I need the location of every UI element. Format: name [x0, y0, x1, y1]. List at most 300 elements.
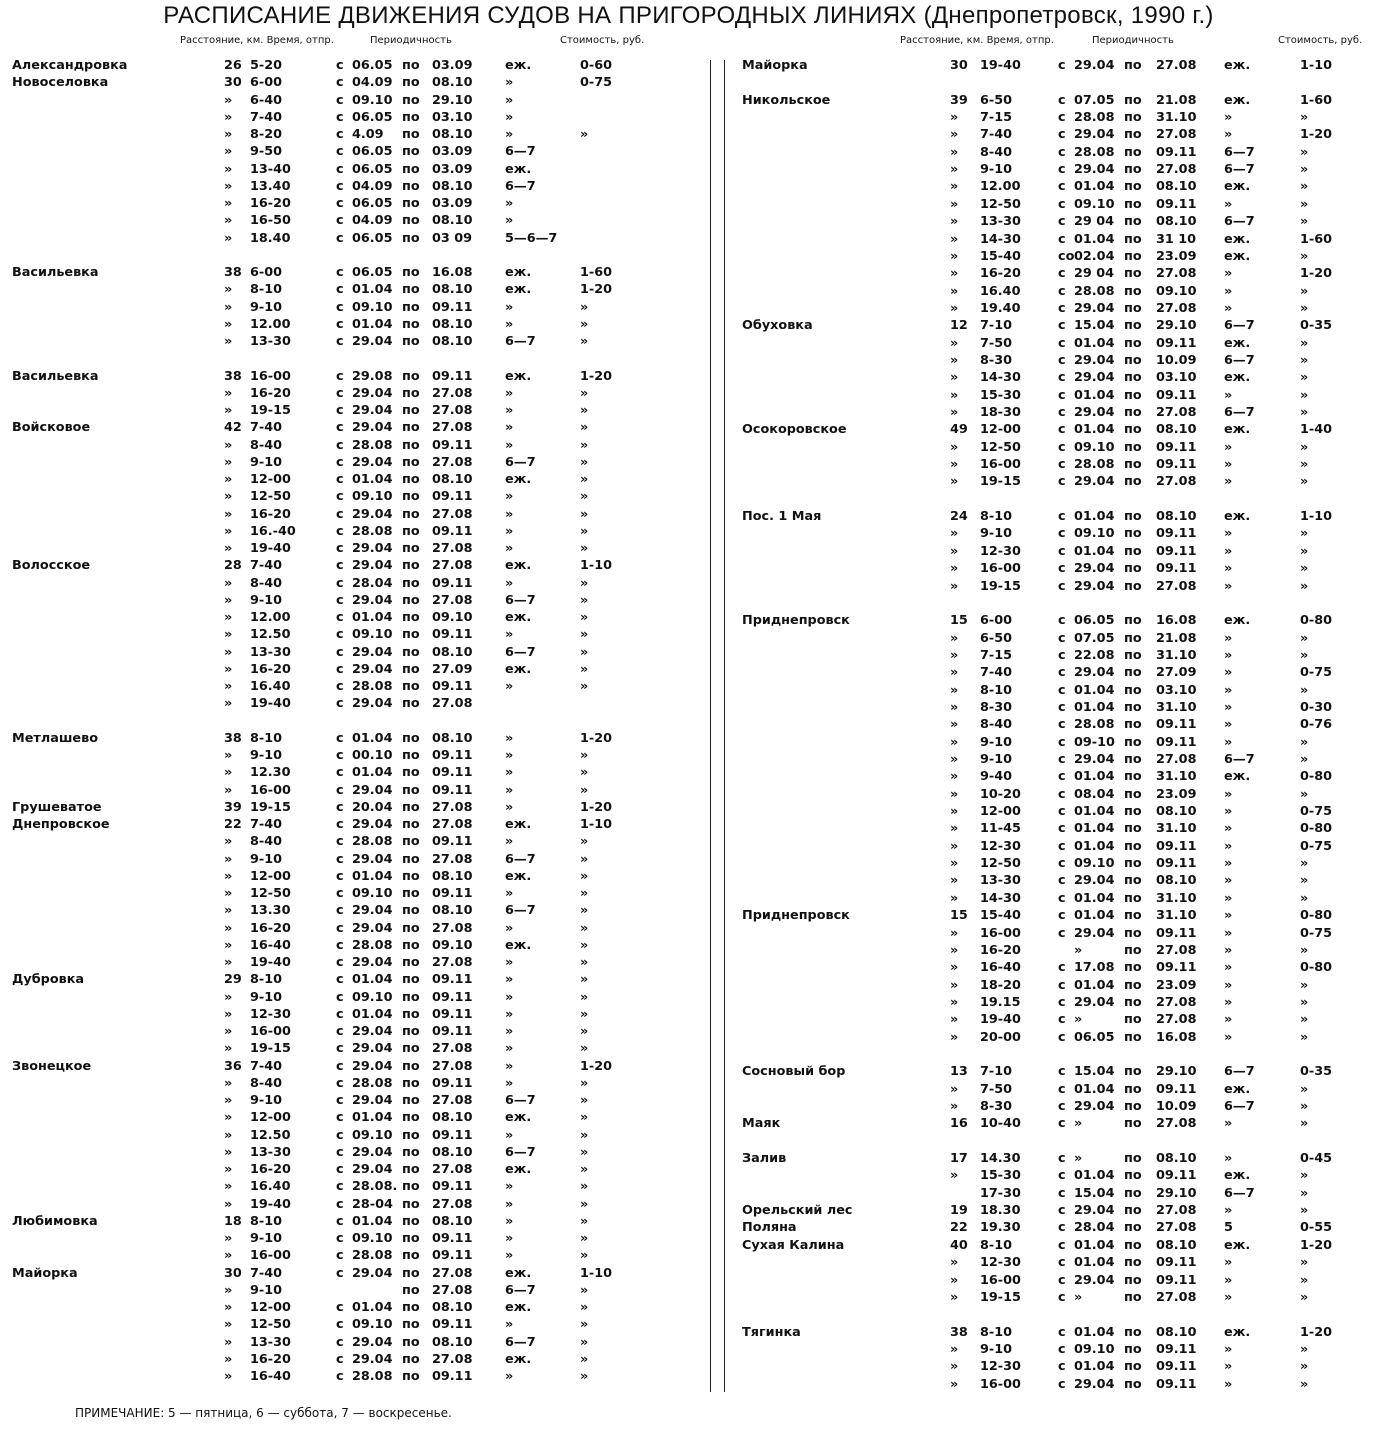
cell-from-date: 29.04: [352, 1093, 393, 1108]
cell-time: 8-40: [250, 834, 283, 850]
cell-to-prep: по: [1124, 717, 1142, 733]
cell-to-prep: по: [1124, 1081, 1142, 1097]
cell-pier: Новоселовка: [12, 75, 109, 91]
cell-from-prep: с: [336, 592, 344, 608]
cell-time: 16-40: [980, 960, 1021, 976]
cell-cost: »: [580, 748, 589, 763]
schedule-row: [728, 716, 1373, 733]
cell-distance: »: [224, 334, 233, 349]
cell-from-prep: с: [336, 765, 344, 781]
cell-cost: 1-10: [580, 558, 613, 574]
cell-periodicity: еж.: [505, 1351, 532, 1367]
schedule-row: [0, 1265, 700, 1282]
cell-distance: »: [224, 886, 233, 901]
cell-periodicity: »: [505, 955, 514, 970]
cell-distance: »: [224, 541, 233, 556]
cell-distance: »: [950, 682, 959, 698]
cell-cost: »: [1300, 283, 1309, 299]
cell-to-prep: по: [402, 1369, 420, 1384]
cell-time: 9-10: [980, 526, 1013, 542]
cell-cost: »: [580, 575, 589, 591]
cell-distance: »: [950, 769, 959, 785]
cell-periodicity: »: [505, 1058, 514, 1074]
cell-time: 9-10: [980, 162, 1013, 178]
cell-from-prep: с: [336, 282, 344, 298]
cell-to-date: 08.10: [432, 1334, 473, 1350]
cell-from-prep: с: [336, 454, 344, 470]
cell-time: 19.40: [980, 300, 1021, 316]
cell-periodicity: еж.: [505, 817, 532, 832]
cell-from-date: 29.04: [1074, 405, 1115, 420]
cell-distance: »: [224, 437, 233, 453]
cell-to-date: 09.11: [1156, 543, 1197, 559]
cell-distance: »: [950, 370, 959, 386]
cell-to-date: 09.11: [432, 1179, 473, 1195]
cell-periodicity: 6—7: [1224, 752, 1255, 767]
schedule-row: [0, 316, 700, 333]
cell-from-prep: с: [336, 679, 344, 694]
cell-periodicity: »: [1224, 439, 1233, 455]
cell-time: 8-30: [980, 352, 1013, 368]
schedule-row: [728, 456, 1373, 473]
cell-to-date: 08.10: [432, 127, 473, 142]
cell-from-date: 06.05: [1074, 613, 1115, 629]
schedule-row: [728, 820, 1373, 837]
cell-to-date: 31.10: [1156, 821, 1197, 837]
cell-time: 12-00: [250, 1300, 291, 1315]
cell-periodicity: еж.: [1224, 769, 1251, 785]
cell-to-prep: по: [402, 1144, 420, 1160]
cell-time: 16-40: [250, 1369, 291, 1384]
cell-from-prep: с: [1058, 1081, 1066, 1097]
cell-from-date: 09.10: [1074, 526, 1115, 542]
cell-pier: Орельский лес: [742, 1203, 853, 1219]
cell-to-prep: по: [402, 799, 420, 815]
cell-periodicity: »: [1224, 994, 1233, 1010]
cell-distance: »: [950, 994, 959, 1010]
cell-to-prep: по: [1124, 543, 1142, 559]
cell-distance: »: [950, 387, 959, 403]
cell-cost: 1-20: [580, 282, 613, 298]
cell-to-date: 08.10: [432, 1300, 473, 1315]
schedule-row: [728, 647, 1373, 664]
cell-from-date: 29.04: [1074, 58, 1115, 73]
cell-distance: »: [224, 109, 233, 125]
cell-time: 15-40: [980, 908, 1021, 924]
cell-to-date: 09.10: [1156, 283, 1197, 299]
cell-time: 17-30: [980, 1185, 1021, 1201]
schedule-row: [0, 730, 700, 747]
cell-periodicity: 6—7: [505, 178, 536, 194]
schedule-row: [728, 1150, 1373, 1167]
cell-to-date: 09.11: [1156, 838, 1197, 854]
cell-pier: Никольское: [742, 92, 831, 108]
cell-distance: »: [224, 610, 233, 625]
cell-periodicity: »: [505, 385, 514, 401]
cell-distance: »: [950, 1081, 959, 1097]
cell-to-date: 31.10: [1156, 890, 1197, 906]
cell-to-date: 27.08: [432, 385, 473, 401]
cell-distance: »: [224, 144, 233, 160]
cell-from-date: 29.04: [352, 817, 393, 832]
cell-to-date: 27.08: [1156, 942, 1197, 958]
cell-time: 15-40: [980, 248, 1021, 264]
cell-to-prep: по: [1124, 405, 1142, 420]
schedule-row: [728, 872, 1373, 889]
cell-periodicity: »: [505, 627, 514, 643]
cell-time: 16-00: [250, 1024, 291, 1039]
cell-from-date: 09.10: [352, 1127, 393, 1143]
schedule-row: [0, 161, 700, 178]
cell-distance: »: [224, 385, 233, 401]
cell-time: 6-40: [250, 92, 283, 108]
cell-to-date: 09.11: [432, 299, 473, 315]
cell-time: 13-30: [980, 214, 1021, 230]
cell-to-prep: по: [1124, 1203, 1142, 1219]
schedule-row: [728, 161, 1373, 178]
cell-cost: »: [1300, 387, 1309, 403]
cell-time: 6-50: [980, 630, 1013, 646]
cell-distance: »: [224, 1334, 233, 1350]
cell-time: 19-15: [980, 1289, 1021, 1305]
cell-to-date: 09.11: [1156, 734, 1197, 750]
cell-time: 19-40: [250, 1196, 291, 1212]
cell-cost: »: [1300, 335, 1309, 351]
cell-periodicity: еж.: [1224, 1324, 1251, 1340]
cell-to-prep: по: [1124, 994, 1142, 1010]
cell-from-date: 04.09: [352, 213, 393, 229]
schedule-row: [0, 1040, 700, 1057]
cell-to-prep: по: [1124, 1029, 1142, 1045]
cell-to-prep: по: [402, 748, 420, 763]
cell-distance: 30: [224, 75, 242, 91]
cell-to-date: 09.11: [432, 437, 473, 453]
cell-from-prep: с: [336, 506, 344, 522]
cell-to-prep: по: [1124, 908, 1142, 924]
cell-from-date: 29.04: [1074, 300, 1115, 316]
cell-from-date: 29.04: [352, 1351, 393, 1367]
cell-distance: »: [950, 699, 959, 715]
cell-time: 19-40: [980, 58, 1021, 73]
cell-from-date: 17.08: [1074, 960, 1115, 976]
cell-periodicity: »: [505, 213, 514, 229]
cell-to-date: 31.10: [1156, 699, 1197, 715]
cell-from-prep: с: [1058, 769, 1066, 785]
cell-cost: »: [1300, 873, 1309, 889]
schedule-row: [728, 1324, 1373, 1341]
schedule-row: [728, 1202, 1373, 1219]
cell-periodicity: »: [1224, 873, 1233, 889]
cell-time: 8-40: [250, 437, 283, 453]
schedule-row: [0, 506, 700, 523]
schedule-row: [728, 1376, 1373, 1393]
header-distance-time-right: Расстояние, км. Время, отпр.: [900, 35, 1054, 46]
schedule-row: [728, 1341, 1373, 1358]
cell-time: 7-15: [980, 110, 1013, 126]
cell-periodicity: еж.: [1224, 58, 1251, 73]
cell-time: 8-40: [250, 575, 283, 591]
cell-periodicity: 5—6—7: [505, 230, 558, 246]
cell-periodicity: »: [1224, 266, 1233, 282]
schedule-row: [0, 1058, 700, 1075]
cell-to-prep: по: [402, 454, 420, 470]
cell-distance: »: [950, 283, 959, 299]
cell-to-prep: по: [402, 1231, 420, 1246]
cell-time: 7-50: [980, 1081, 1013, 1097]
cell-periodicity: »: [1224, 960, 1233, 976]
cell-cost: »: [1300, 561, 1309, 577]
cell-distance: »: [950, 1272, 959, 1288]
cell-to-date: 08.10: [432, 1144, 473, 1160]
schedule-row: [728, 664, 1373, 681]
cell-to-date: 08.10: [432, 1213, 473, 1229]
cell-cost: »: [1300, 786, 1309, 802]
cell-to-date: 09.11: [1156, 717, 1197, 733]
cell-from-prep: с: [336, 75, 344, 91]
cell-from-date: 01.04: [352, 868, 393, 884]
cell-from-prep: с: [336, 334, 344, 349]
cell-from-date: 28.08: [352, 437, 393, 453]
cell-cost: »: [1300, 300, 1309, 316]
cell-cost: »: [580, 1248, 589, 1264]
cell-from-prep: с: [1058, 474, 1066, 490]
cell-cost: »: [1300, 439, 1309, 455]
cell-to-prep: по: [1124, 1237, 1142, 1253]
cell-to-date: 09.11: [1156, 196, 1197, 212]
cell-periodicity: »: [1224, 1376, 1233, 1392]
cell-to-prep: по: [1124, 561, 1142, 577]
cell-from-prep: с: [336, 92, 344, 108]
cell-distance: »: [950, 127, 959, 143]
schedule-row: [728, 803, 1373, 820]
cell-from-prep: с: [336, 575, 344, 591]
cell-distance: 30: [950, 58, 968, 73]
cell-to-date: 27.08: [432, 558, 473, 574]
cell-from-date: 29.04: [352, 955, 393, 970]
cell-distance: 15: [950, 613, 968, 629]
cell-from-prep: с: [336, 1093, 344, 1108]
cell-to-date: 27.08: [432, 851, 473, 867]
schedule-row: [0, 557, 700, 574]
cell-time: 9-50: [250, 144, 283, 160]
column-divider-2: [724, 60, 725, 1392]
cell-periodicity: »: [505, 109, 514, 125]
cell-time: 12-00: [980, 804, 1021, 820]
cell-to-date: 27.08: [1156, 474, 1197, 490]
cell-pier: Дубровка: [12, 972, 85, 988]
cell-cost: »: [1300, 977, 1309, 993]
cell-to-date: 09.11: [1156, 561, 1197, 577]
cell-from-prep: с: [336, 1075, 344, 1091]
cell-to-date: 08.10: [432, 1110, 473, 1126]
cell-to-prep: по: [402, 420, 420, 436]
cell-to-date: 27.08: [1156, 405, 1197, 420]
cell-periodicity: »: [1224, 925, 1233, 941]
cell-from-date: 08.04: [1074, 786, 1115, 802]
cell-distance: »: [224, 213, 233, 229]
cell-cost: »: [1300, 179, 1309, 195]
cell-from-date: 28.08: [352, 834, 393, 850]
cell-to-prep: по: [1124, 873, 1142, 889]
cell-periodicity: »: [1224, 1029, 1233, 1045]
schedule-row: [728, 352, 1373, 369]
cell-from-prep: с: [1058, 335, 1066, 351]
cell-from-prep: с: [336, 161, 344, 177]
cell-cost: »: [1300, 110, 1309, 126]
cell-to-date: 08.10: [1156, 1237, 1197, 1253]
cell-periodicity: »: [1224, 474, 1233, 490]
cell-to-prep: по: [1124, 821, 1142, 837]
cell-from-date: 29.04: [352, 592, 393, 608]
cell-from-date: 29.04: [352, 1024, 393, 1039]
cell-periodicity: »: [505, 506, 514, 522]
cell-cost: »: [580, 506, 589, 522]
cell-to-prep: по: [1124, 352, 1142, 368]
cell-time: 16-20: [250, 661, 291, 677]
schedule-row: [728, 1237, 1373, 1254]
schedule-row: [728, 1185, 1373, 1202]
cell-from-prep: с: [336, 1110, 344, 1126]
cell-periodicity: »: [1224, 682, 1233, 698]
cell-to-prep: по: [1124, 196, 1142, 212]
cell-cost: »: [1300, 1012, 1309, 1028]
cell-distance: 17: [950, 1151, 968, 1167]
cell-from-date: 01.04: [352, 1300, 393, 1315]
cell-distance: »: [224, 1075, 233, 1091]
cell-to-prep: по: [1124, 838, 1142, 854]
cell-to-prep: по: [402, 1317, 420, 1333]
schedule-row: [728, 283, 1373, 300]
cell-cost: »: [1300, 370, 1309, 386]
cell-periodicity: »: [1224, 1203, 1233, 1219]
cell-from-prep: с: [336, 1317, 344, 1333]
cell-distance: »: [224, 937, 233, 953]
cell-time: 7-40: [250, 558, 283, 574]
cell-periodicity: »: [1224, 1272, 1233, 1288]
cell-from-prep: с: [336, 58, 344, 73]
cell-from-prep: с: [1058, 1185, 1066, 1201]
cell-distance: »: [950, 856, 959, 872]
cell-to-date: 09.11: [432, 1006, 473, 1022]
cell-to-date: 09.10: [432, 937, 473, 953]
cell-time: 15-30: [980, 387, 1021, 403]
schedule-row: [0, 1161, 700, 1178]
cell-distance: »: [950, 873, 959, 889]
cell-time: 13-30: [250, 644, 291, 660]
cell-from-date: 09.10: [1074, 196, 1115, 212]
cell-from-prep: с: [336, 937, 344, 953]
cell-from-date: 01.04: [1074, 231, 1115, 247]
cell-from-prep: с: [1058, 526, 1066, 542]
cell-distance: 16: [950, 1116, 968, 1132]
cell-from-date: 01.04: [1074, 1255, 1115, 1271]
cell-time: 9-10: [250, 454, 283, 470]
cell-from-date: 20.04: [352, 799, 393, 815]
cell-cost: »: [580, 679, 589, 694]
cell-cost: »: [1300, 1168, 1309, 1184]
cell-from-prep: с: [336, 799, 344, 815]
cell-periodicity: »: [505, 299, 514, 315]
cell-to-date: 09.11: [1156, 457, 1197, 473]
cell-cost: »: [1300, 1081, 1309, 1097]
cell-to-date: 09.11: [1156, 856, 1197, 872]
cell-periodicity: »: [505, 1213, 514, 1229]
schedule-row: [0, 264, 700, 281]
cell-cost: 1-20: [580, 368, 613, 384]
schedule-row: [728, 404, 1373, 421]
cell-cost: »: [580, 1093, 589, 1108]
cell-from-date: 01.04: [1074, 1081, 1115, 1097]
schedule-row: [728, 578, 1373, 595]
cell-periodicity: »: [505, 575, 514, 591]
cell-cost: »: [1300, 1099, 1309, 1114]
cell-time: 19.15: [980, 994, 1021, 1010]
cell-from-prep: с: [336, 1334, 344, 1350]
cell-cost: »: [1300, 630, 1309, 646]
cell-cost: »: [1300, 1359, 1309, 1375]
cell-distance: 29: [224, 972, 242, 988]
cell-periodicity: 6—7: [505, 903, 536, 919]
cell-time: 8-10: [250, 1213, 283, 1229]
schedule-row: [0, 902, 700, 919]
cell-cost: »: [1300, 578, 1309, 594]
schedule-row: [0, 782, 700, 799]
cell-cost: »: [1300, 1341, 1309, 1357]
cell-to-prep: по: [1124, 1289, 1142, 1305]
cell-from-date: 29.04: [1074, 994, 1115, 1010]
cell-periodicity: »: [1224, 908, 1233, 924]
cell-to-prep: по: [402, 230, 420, 246]
cell-time: 19-15: [980, 578, 1021, 594]
cell-from-date: »: [1074, 1012, 1083, 1028]
cell-distance: »: [950, 474, 959, 490]
cell-periodicity: 6—7: [505, 1282, 536, 1298]
cell-time: 16-50: [250, 213, 291, 229]
cell-periodicity: 6—7: [505, 144, 536, 160]
cell-from-prep: с: [1058, 578, 1066, 594]
cell-to-date: 03.09: [432, 144, 473, 160]
cell-from-date: 01.04: [1074, 543, 1115, 559]
schedule-row: [0, 575, 700, 592]
cell-from-date: 28.08.: [352, 1179, 398, 1195]
cell-to-date: 27.08: [1156, 127, 1197, 143]
cell-distance: »: [224, 592, 233, 608]
schedule-row: [0, 695, 700, 712]
cell-from-date: 29.04: [352, 851, 393, 867]
cell-cost: »: [580, 1196, 589, 1212]
header-cost-right: Стоимость, руб.: [1278, 35, 1363, 46]
cell-to-prep: по: [402, 92, 420, 108]
cell-time: 8-10: [980, 1237, 1013, 1253]
cell-periodicity: »: [1224, 1012, 1233, 1028]
cell-from-prep: с: [1058, 1359, 1066, 1375]
cell-time: 12-50: [980, 196, 1021, 212]
cell-from-prep: с: [1058, 1203, 1066, 1219]
cell-to-prep: по: [402, 58, 420, 73]
cell-to-date: 27.08: [432, 454, 473, 470]
cell-time: 10-20: [980, 786, 1021, 802]
cell-cost: »: [580, 454, 589, 470]
cell-from-prep: с: [1058, 144, 1066, 160]
cell-to-prep: по: [1124, 752, 1142, 767]
cell-from-prep: с: [1058, 300, 1066, 316]
cell-distance: »: [224, 834, 233, 850]
cell-from-date: 09.10: [352, 1231, 393, 1246]
schedule-row: [728, 265, 1373, 282]
cell-time: 16-20: [250, 920, 291, 936]
cell-to-prep: по: [1124, 1376, 1142, 1392]
cell-cost: »: [580, 316, 589, 332]
